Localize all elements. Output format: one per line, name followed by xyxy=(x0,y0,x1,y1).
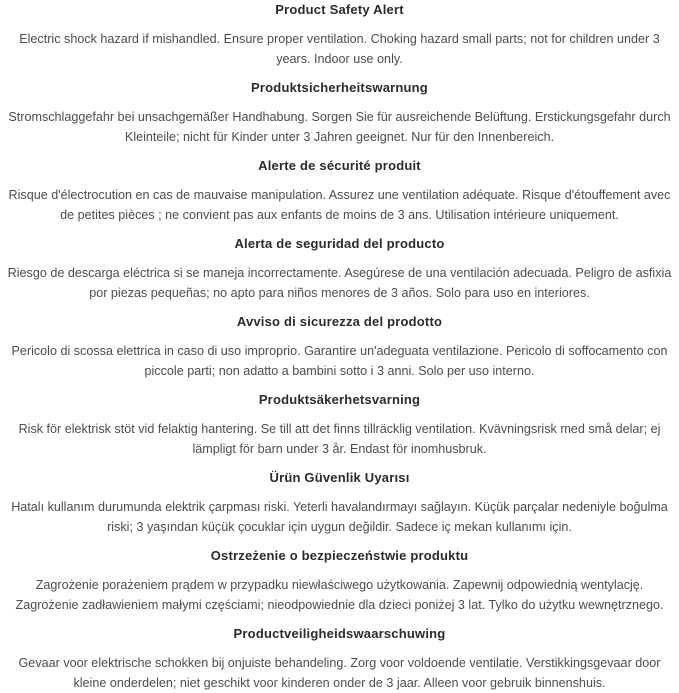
safety-section-turkish xyxy=(3,470,676,537)
section-heading: Alerta de seguridad del producto xyxy=(234,236,445,251)
section-body: Riesgo de descarga eléctrica si se maneja incorrectamente. Asegúrese de una ventilación adecuada. Peligro de asfixia por piezas pequeñas; no apto para niños menores de 3 años. Solo para uso en interiores. xyxy=(7,266,672,300)
section-heading: Ürün Güvenlik Uyarısı xyxy=(269,470,410,485)
safety-section-polish xyxy=(3,548,676,615)
safety-section-italian xyxy=(3,314,676,381)
section-body: Stromschlaggefahr bei unsachgemäßer Handhabung. Sorgen Sie für ausreichende Belüftung. Erstickungsgefahr durch Kleinteile; nicht für Kinder unter 3 Jahren geeignet. Nur für den Innenbereich. xyxy=(8,110,671,144)
section-heading: Produktsicherheitswarnung xyxy=(251,80,428,95)
section-body: Pericolo di scossa elettrica in caso di uso improprio. Garantire un'adeguata ventilazione. Pericolo di soffocamento con piccole parti; non adatto a bambini sotto i 3 anni. Solo per uso interno. xyxy=(11,344,668,378)
section-body: Hatalı kullanım durumunda elektrik çarpması riski. Yeterli havalandırmayı sağlayın. Küçük parçalar nedeniyle boğulma riski; 3 yaşından küçük çocuklar için uygun değildir. Sadece iç mekan kullanımı için. xyxy=(11,500,668,534)
safety-section-dutch xyxy=(3,626,676,693)
section-heading: Ostrzeżenie o bezpieczeństwie produktu xyxy=(210,548,469,563)
safety-section-spanish xyxy=(3,236,676,303)
safety-section-french xyxy=(3,158,676,225)
section-heading: Produktsäkerhetsvarning xyxy=(258,392,421,407)
section-heading: Avviso di sicurezza del prodotto xyxy=(236,314,443,329)
safety-section-english xyxy=(3,2,676,69)
section-body: Gevaar voor elektrische schokken bij onjuiste behandeling. Zorg voor voldoende ventilatie. Verstikkingsgevaar door kleine onderdelen; niet geschikt voor kinderen onder de 3 jaar. Alleen voor gebruik binnenshuis. xyxy=(18,656,661,690)
safety-section-swedish xyxy=(3,392,676,459)
safety-section-german xyxy=(3,80,676,147)
section-body: Risk för elektrisk stöt vid felaktig hantering. Se till att det finns tillräcklig ventilation. Kvävningsrisk med små delar; ej lämpligt för barn under 3 år. Endast för inomhusbruk. xyxy=(18,422,661,456)
section-heading: Product Safety Alert xyxy=(275,2,404,17)
section-body: Electric shock hazard if mishandled. Ensure proper ventilation. Choking hazard small parts; not for children under 3 years. Indoor use only. xyxy=(19,32,660,66)
section-heading: Productveiligheidswaarschuwing xyxy=(233,626,446,641)
section-body: Risque d'électrocution en cas de mauvaise manipulation. Assurez une ventilation adéquate. Risque d'étouffement avec de petites pièces ; ne convient pas aux enfants de moins de 3 ans. Utilisation intérieure uniquement. xyxy=(8,188,671,222)
section-body: Zagrożenie porażeniem prądem w przypadku niewłaściwego użytkowania. Zapewnij odpowiednią wentylację. Zagrożenie zadławieniem małymi częściami; nieodpowiednie dla dzieci poniżej 3 lat. Tylko do użytku wewnętrznego. xyxy=(15,578,664,612)
section-heading: Alerte de sécurité produit xyxy=(258,158,421,173)
